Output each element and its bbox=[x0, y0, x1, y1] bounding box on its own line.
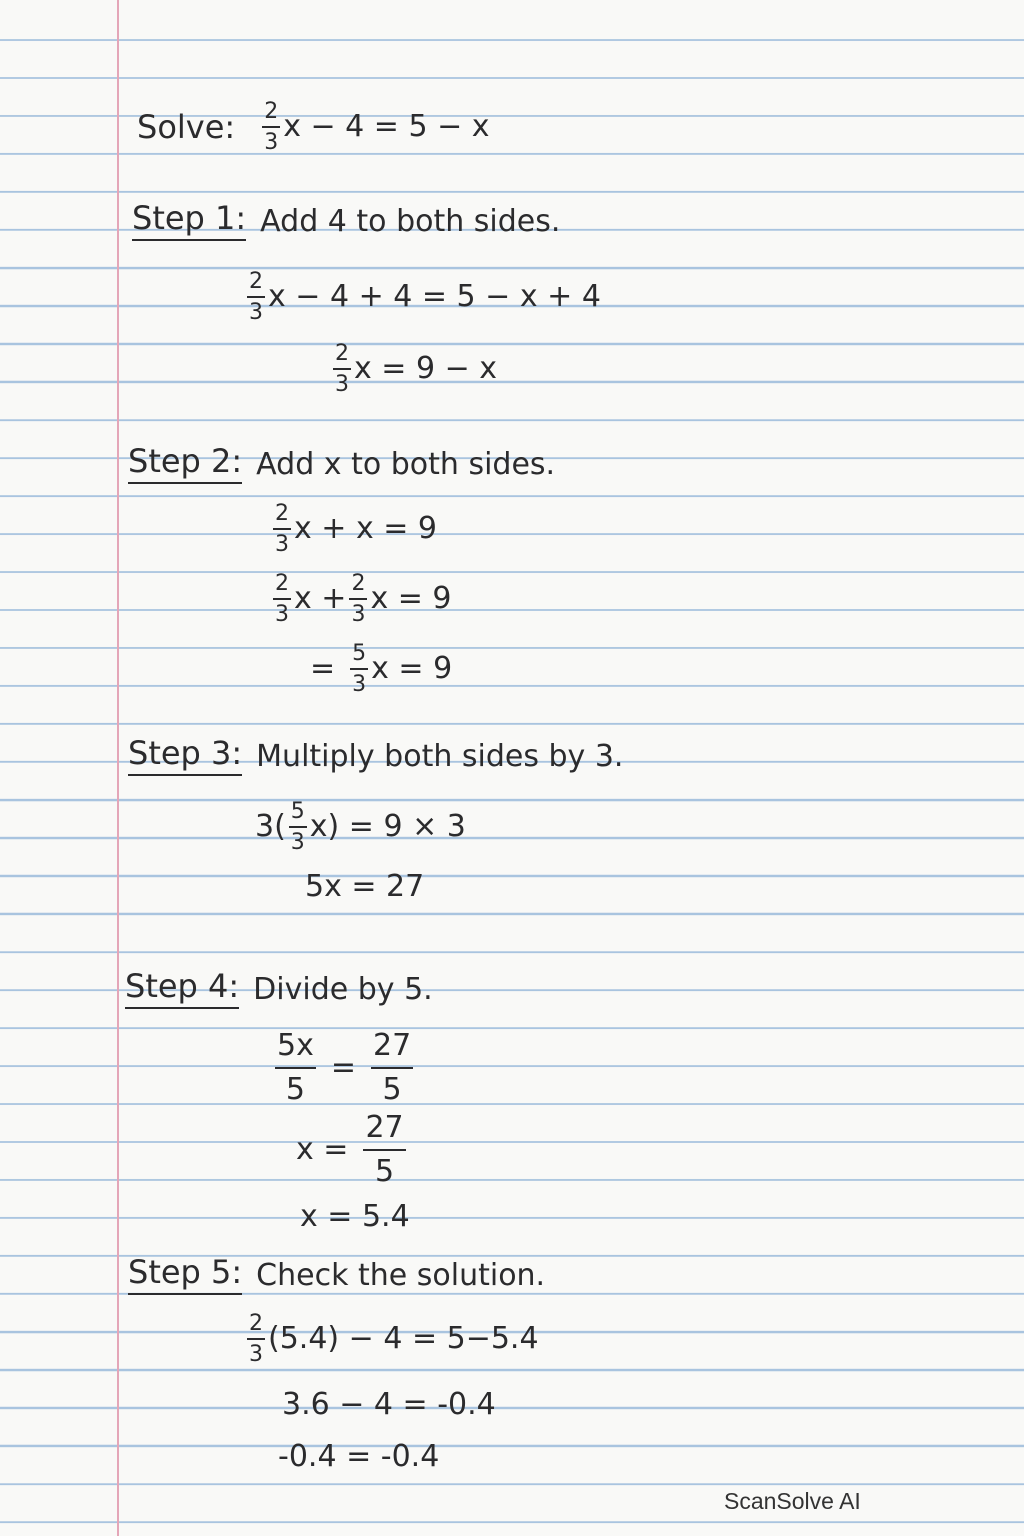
problem-statement bbox=[137, 100, 490, 154]
fraction: $\frac{5}{3}$ bbox=[290, 799, 305, 856]
fraction: $\frac{5}{3}$ bbox=[352, 641, 367, 698]
math-line bbox=[244, 270, 601, 324]
equation-text: x = 9 bbox=[370, 581, 452, 617]
fraction: $\frac{2}{3}$ bbox=[249, 1311, 263, 1368]
math-line bbox=[330, 342, 497, 396]
equation-text: x + bbox=[294, 581, 347, 617]
step-description: Add 4 to both sides. bbox=[260, 203, 561, 239]
step-description: Divide by 5. bbox=[253, 971, 433, 1007]
step-5-heading bbox=[128, 1253, 546, 1295]
fraction: $\frac{2}{3}$ bbox=[335, 341, 349, 398]
equation-text: x) = 9 × 3 bbox=[309, 809, 466, 845]
math-line bbox=[255, 800, 466, 854]
math-line bbox=[270, 502, 437, 556]
equation-text: x = 9 − x bbox=[354, 351, 498, 387]
equation-text: = bbox=[310, 651, 336, 687]
equation-text: 3.6 − 4 = -0.4 bbox=[282, 1387, 496, 1422]
equation-text: -0.4 = -0.4 bbox=[278, 1439, 440, 1474]
fraction: $\frac{2}{3}$ bbox=[264, 99, 279, 156]
scansolve-watermark: ScanSolve AI bbox=[724, 1488, 861, 1514]
fraction: $\frac{2}{3}$ bbox=[351, 571, 366, 628]
step-4-heading bbox=[125, 967, 433, 1009]
step-description: Check the solution. bbox=[256, 1257, 546, 1293]
equation-text: (5.4) − 4 = 5−5.4 bbox=[268, 1321, 539, 1357]
equation-text: 3( bbox=[255, 809, 286, 845]
notebook-margin-line bbox=[117, 0, 119, 1536]
fraction: $\frac{5x}{5}$ bbox=[277, 1028, 314, 1107]
fraction: $\frac{2}{3}$ bbox=[275, 571, 289, 628]
equation-text: x = 5.4 bbox=[300, 1199, 410, 1234]
math-line bbox=[278, 1439, 440, 1474]
math-line bbox=[296, 1112, 409, 1187]
math-line bbox=[244, 1312, 539, 1366]
equation-text: x − 4 = 5 − x bbox=[283, 109, 490, 145]
step-label: Step 3: bbox=[128, 737, 242, 776]
equation-text: x + x = 9 bbox=[294, 511, 438, 547]
step-description: Add x to both sides. bbox=[256, 446, 556, 482]
equation-text: 5x = 27 bbox=[305, 869, 425, 904]
step-label: Step 5: bbox=[128, 1256, 242, 1295]
equation-text: = bbox=[330, 1049, 356, 1085]
step-description: Multiply both sides by 3. bbox=[256, 738, 624, 774]
step-label: Step 1: bbox=[132, 202, 246, 241]
problem-label: Solve: bbox=[137, 108, 236, 147]
step-3-heading bbox=[128, 734, 624, 776]
fraction: $\frac{27}{5}$ bbox=[365, 1110, 404, 1189]
equation-text: x = 9 bbox=[371, 651, 453, 687]
math-line bbox=[305, 869, 425, 904]
fraction: $\frac{2}{3}$ bbox=[275, 501, 289, 558]
math-line bbox=[272, 1030, 416, 1105]
math-line bbox=[310, 642, 452, 696]
step-1-heading bbox=[132, 199, 561, 241]
step-label: Step 4: bbox=[125, 970, 239, 1009]
equation-text: x − 4 + 4 = 5 − x + 4 bbox=[268, 279, 601, 315]
math-line bbox=[270, 572, 452, 626]
math-line bbox=[300, 1199, 410, 1234]
fraction: $\frac{27}{5}$ bbox=[372, 1028, 412, 1107]
fraction: $\frac{2}{3}$ bbox=[249, 269, 263, 326]
equation-text: x = bbox=[296, 1131, 349, 1167]
step-label: Step 2: bbox=[128, 445, 242, 484]
math-line bbox=[282, 1387, 496, 1422]
step-2-heading bbox=[128, 442, 556, 484]
